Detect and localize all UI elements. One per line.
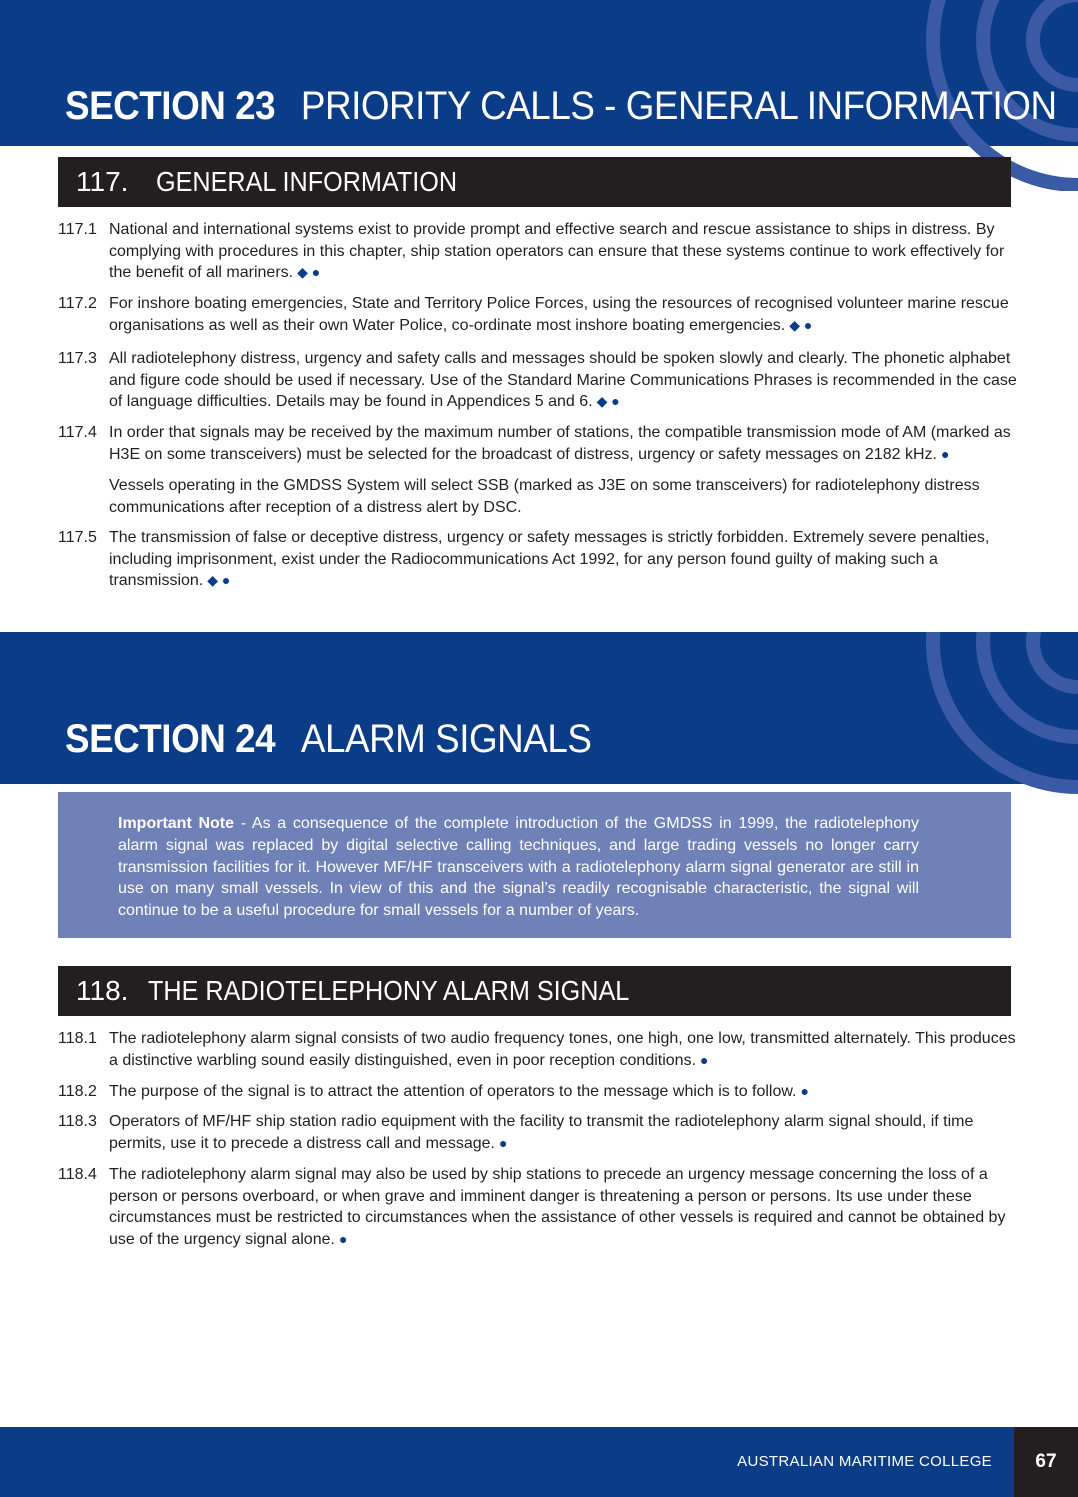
para-text: All radiotelephony distress, urgency and safety calls and messages should be spoken slowly and clearly. The phonetic alphabet and figure code should be used if necessary. Use of the Standard Marine Communications Phrases is recommended in the case of language difficulties. Details may be found in Appendices 5 and 6. (109, 350, 1017, 410)
heading-118 (58, 966, 1011, 1016)
para-text: Vessels operating in the GMDSS System will select SSB (marked as J3E on some transceivers) for radiotelephony distress communications after reception of a distress alert by DSC. (109, 477, 980, 516)
bullet-icon: ● (700, 1051, 709, 1068)
para-118-4 (58, 1164, 1018, 1250)
para-number: 117.2 (58, 295, 97, 312)
diamond-bullet-icon: ◆ ● (789, 316, 813, 333)
para-number: 117.5 (58, 529, 97, 546)
para-117-4-continued (58, 475, 1018, 518)
para-118-3 (58, 1111, 1018, 1154)
heading-118-title: THE RADIOTELEPHONY ALARM SIGNAL (148, 975, 630, 1006)
para-text: The purpose of the signal is to attract the attention of operators to the message which is to follow. (109, 1083, 797, 1100)
page-footer (0, 1427, 1078, 1497)
para-117-5 (58, 527, 1018, 592)
diamond-bullet-icon: ◆ ● (207, 572, 231, 588)
para-number: 117.4 (58, 424, 97, 441)
section-23-title (65, 84, 1057, 129)
bullet-icon: ● (800, 1083, 809, 1099)
section-23-banner (0, 0, 1078, 146)
section-24-number: SECTION 24 (65, 717, 276, 761)
para-117-4 (58, 422, 1018, 465)
heading-117-number: 117. (76, 166, 129, 197)
section-24-banner (0, 632, 1078, 784)
heading-118-number: 118. (76, 975, 129, 1006)
para-117-2 (58, 293, 1018, 336)
para-number: 118.1 (58, 1030, 97, 1047)
section-24-title (65, 717, 591, 762)
page-number: 67 (1014, 1427, 1078, 1497)
para-number: 118.3 (58, 1113, 97, 1130)
para-text: National and international systems exist to provide prompt and effective search and rescue assistance to ships in distress. By complying with procedures in this chapter, ship station operators can ensure that these systems continue to work effectively for the benefit of all mariners. (109, 221, 1005, 281)
bullet-icon: ● (940, 445, 950, 462)
bullet-icon: ● (338, 1230, 348, 1247)
important-note-label: Important Note (118, 815, 235, 832)
para-text: Operators of MF/HF ship station radio equipment with the facility to transmit the radiotelephony alarm signal should, if time permits, use it to precede a distress call and message. (109, 1113, 974, 1152)
para-text: For inshore boating emergencies, State and Territory Police Forces, using the resources of recognised volunteer marine rescue organisations as well as their own Water Police, co-ordinate most inshore boating emergencies. (109, 295, 1009, 334)
section-23-name: PRIORITY CALLS - GENERAL INFORMATION (300, 84, 1057, 128)
heading-117-title: GENERAL INFORMATION (156, 166, 458, 197)
section-24-name: ALARM SIGNALS (300, 717, 592, 761)
important-note (58, 792, 1011, 938)
para-text: The transmission of false or deceptive distress, urgency or safety messages is strictly forbidden. Extremely severe penalties, including imprisonment, exist under the Radiocommunications Act 1992, for any person found guilty of making such a transmission. (109, 529, 990, 589)
para-117-3 (58, 348, 1018, 413)
diamond-bullet-icon: ◆ ● (596, 393, 620, 409)
bullet-icon: ● (498, 1134, 508, 1151)
para-text: The radiotelephony alarm signal consists of two audio frequency tones, one high, one low, transmitted alternately. This produces a distinctive warbling sound easily distinguished, even in poor reception conditions. (109, 1030, 1016, 1069)
diamond-bullet-icon: ◆ ● (297, 264, 321, 280)
para-number: 118.2 (58, 1083, 97, 1100)
decorative-arcs-icon (898, 632, 1078, 784)
para-text: In order that signals may be received by the maximum number of stations, the compatible transmission mode of AM (marked as H3E on some transceivers) must be selected for the broadcast of distress, urgency or safety messages on 2182 kHz. (109, 424, 1011, 463)
para-118-2 (58, 1081, 1018, 1103)
heading-117 (58, 157, 1011, 207)
para-number: 118.4 (58, 1166, 97, 1183)
section-23-number: SECTION 23 (65, 84, 276, 128)
para-117-1 (58, 219, 1018, 284)
para-number: 117.3 (58, 350, 97, 367)
para-text: The radiotelephony alarm signal may also be used by ship stations to precede an urgency message concerning the loss of a person or persons overboard, or when grave and imminent danger is threatening a person or persons. Its use under these circumstances must be restricted to circumstances when the assistance of other vessels is required and cannot be obtained by use of the urgency signal alone. (109, 1166, 1006, 1248)
para-number: 117.1 (58, 221, 97, 238)
important-note-text: - As a consequence of the complete introduction of the GMDSS in 1999, the radiotelephony alarm signal was replaced by digital selective calling techniques, and large trading vessels no longer carry transmission facilities for it. However MF/HF transceivers with a radiotelephony alarm signal generator are still in use on many small vessels. In view of this and the signal’s readily recognisable characteristic, the signal will continue to be a useful procedure for small vessels for a number of years. (118, 815, 919, 920)
footer-college-name: AUSTRALIAN MARITIME COLLEGE (737, 1453, 992, 1470)
para-118-1 (58, 1028, 1018, 1071)
